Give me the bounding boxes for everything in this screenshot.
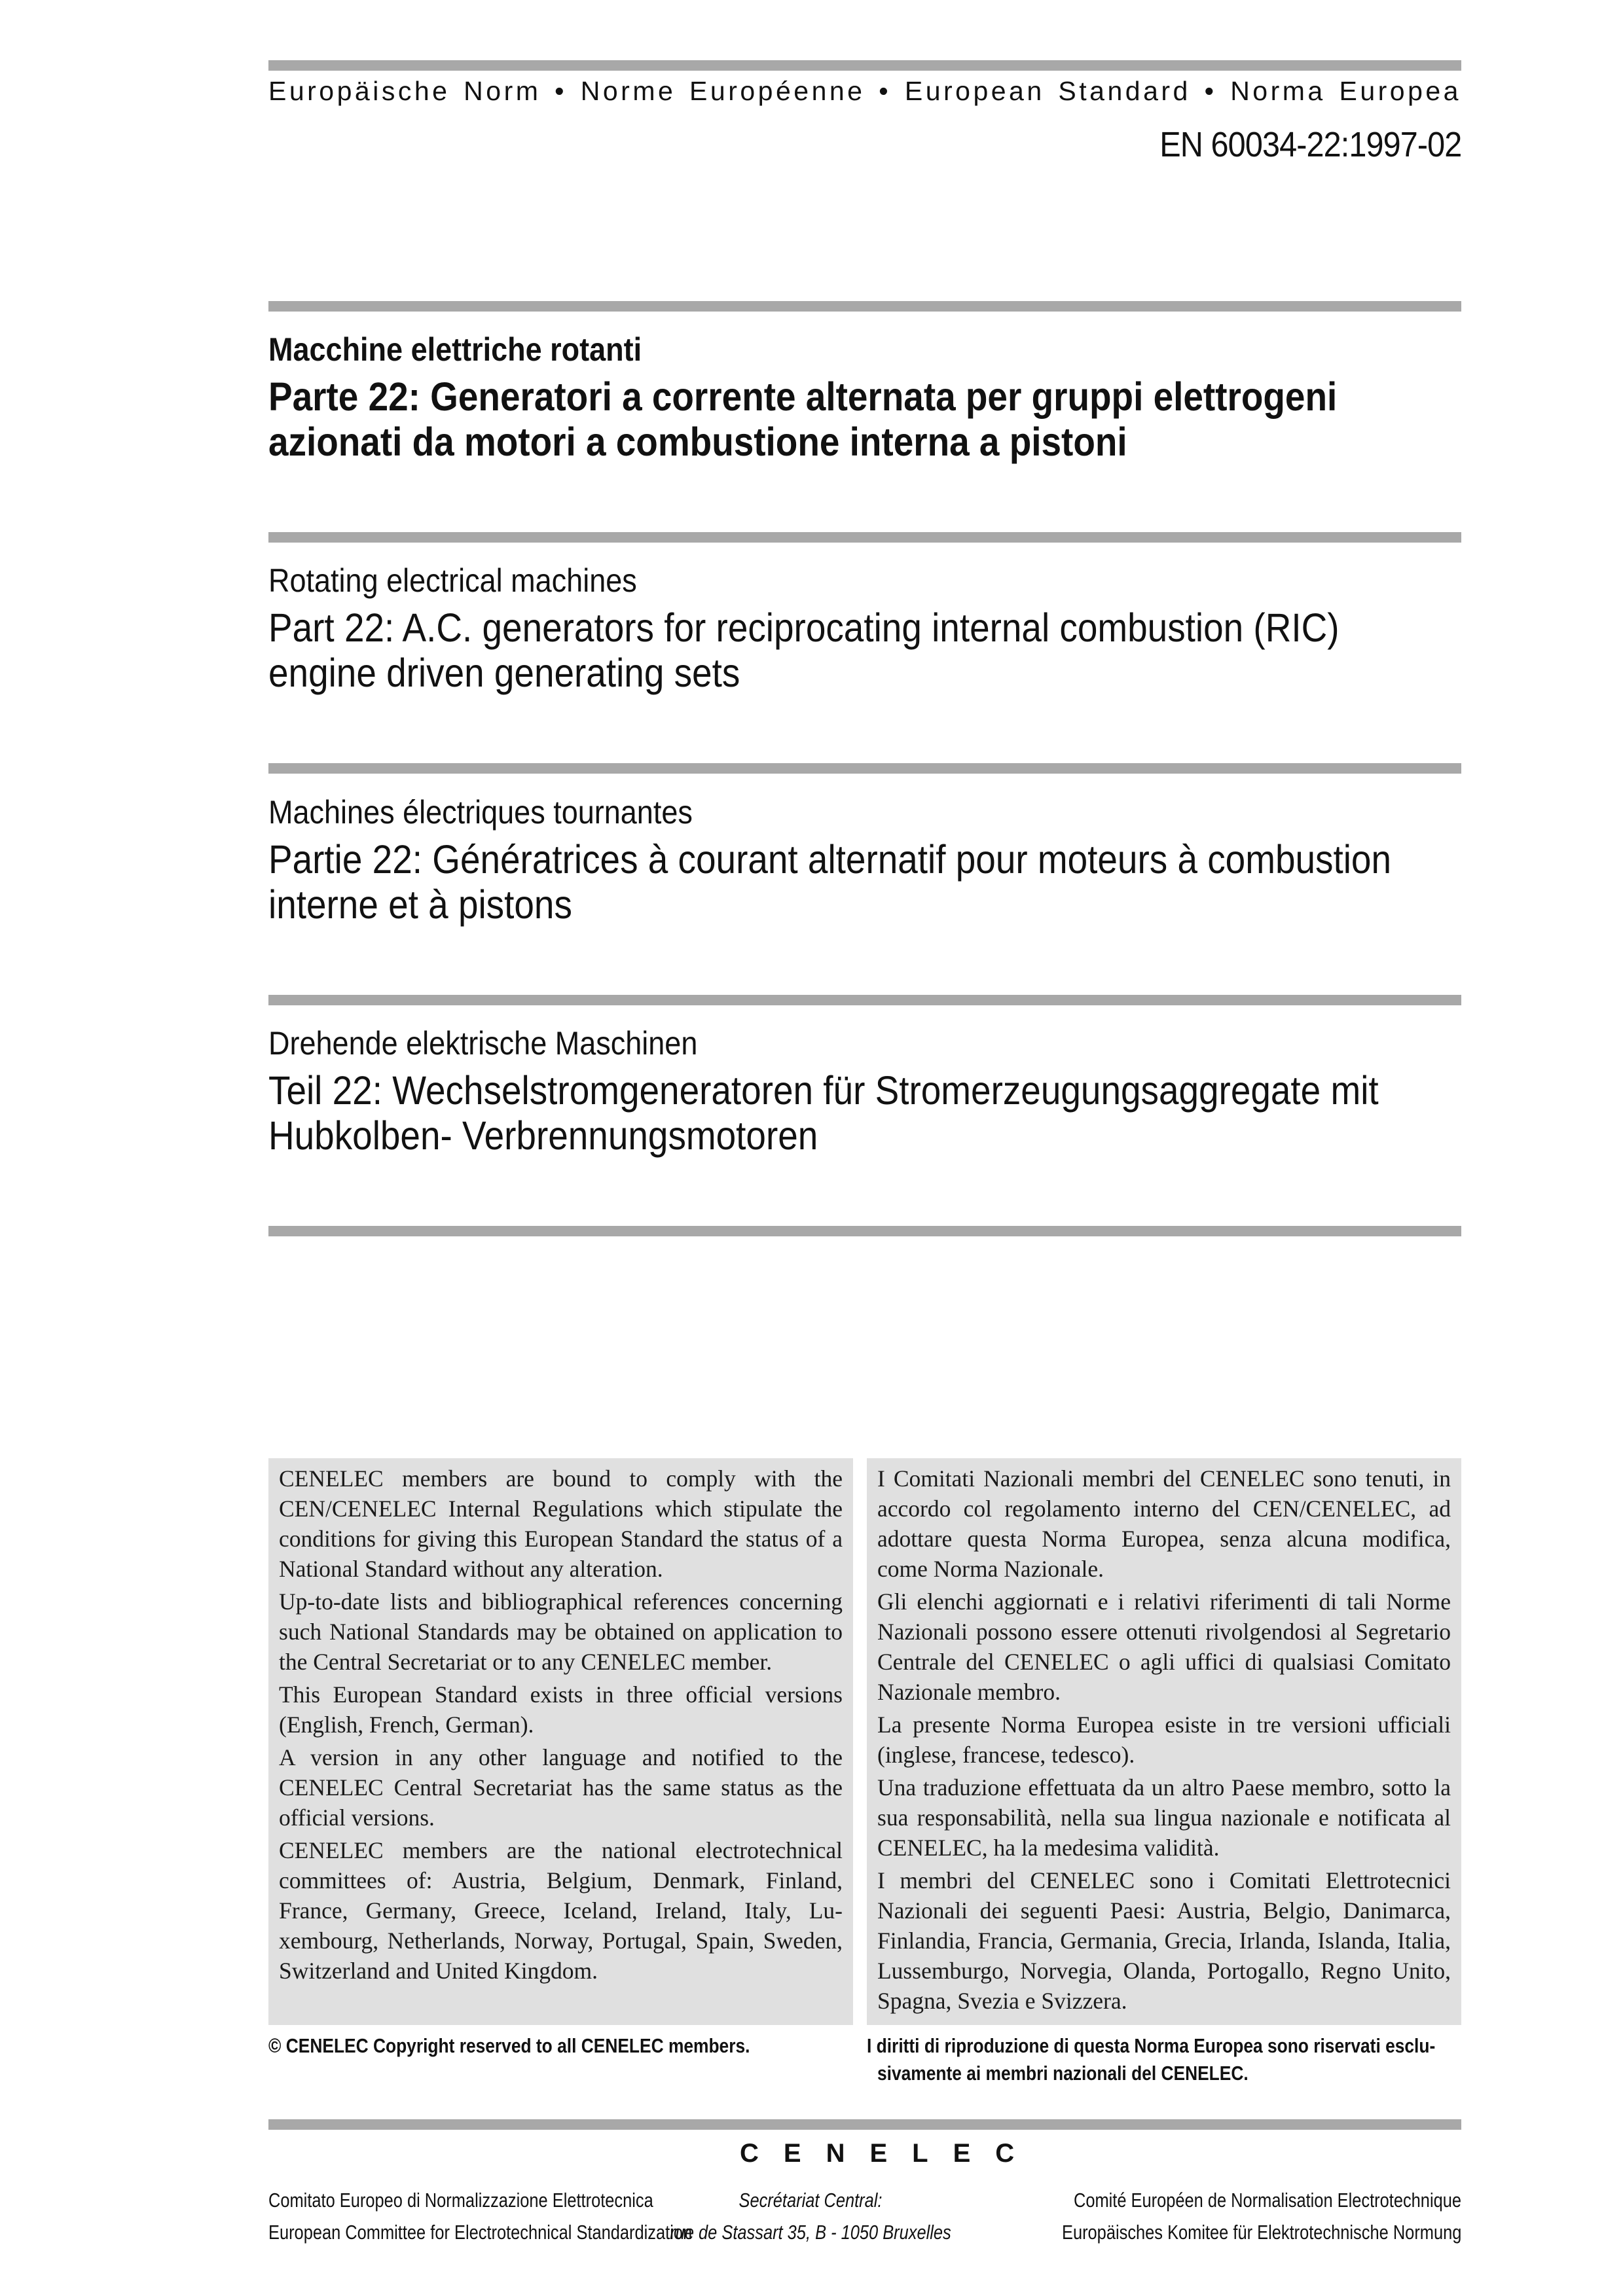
notice-paragraph: CENELEC members are bound to comply with the CEN/CENELEC Internal Regulations which stipulate the conditions for giving this European Standard the status of a National Standard without any alteration. <box>279 1465 843 1582</box>
german-title-line1: Teil 22: Wechselstromgeneratoren für Stromerzeugungsaggregate mit <box>268 1068 1379 1113</box>
divider-rule <box>268 1226 1461 1236</box>
divider-rule <box>268 763 1461 774</box>
footer-left-line1: Comitato Europeo di Normalizzazione Elettrotecnica <box>268 2189 653 2212</box>
copyright-italian-line2: sivamente ai membri nazionali del CENELEC. <box>877 2062 1249 2085</box>
french-title-line1: Partie 22: Génératrices à courant alternatif pour moteurs à combustion <box>268 837 1391 882</box>
english-subtitle: Rotating electrical machines <box>268 562 637 599</box>
top-rule <box>268 60 1461 71</box>
english-title-line1: Part 22: A.C. generators for reciprocating internal combustion (RIC) <box>268 605 1340 650</box>
copyright-italian-line1: I diritti di riproduzione di questa Norma Europea sono riservati esclu- <box>867 2034 1436 2057</box>
standard-number: EN 60034-22:1997-02 <box>1159 125 1461 164</box>
divider-rule <box>268 532 1461 543</box>
notice-paragraph: Gli elenchi aggiornati e i relativi riferimenti di tali Norme Nazionali possono essere ottenuti rivolgendosi al Segretario Centrale del CENELEC o agli uffici di qualsiasi Comitato Nazionale membro. <box>877 1588 1451 1705</box>
footer-center-line1: Secrétariat Central: <box>739 2189 883 2212</box>
divider-rule <box>268 995 1461 1005</box>
notice-box-italian <box>867 1458 1461 2025</box>
english-title-line2: engine driven generating sets <box>268 651 740 695</box>
notice-paragraph: La presente Norma Europea esiste in tre versioni ufficiali (inglese, francese, tedesco). <box>877 1712 1451 1768</box>
divider-rule <box>268 301 1461 312</box>
copyright-english: © CENELEC Copyright reserved to all CENELEC members. <box>268 2034 750 2057</box>
german-subtitle: Drehende elektrische Maschinen <box>268 1025 698 1062</box>
italian-subtitle: Macchine elettriche rotanti <box>268 331 642 368</box>
cenelec-logo-text: CENELEC <box>740 2139 1040 2168</box>
bottom-rule <box>268 2119 1461 2130</box>
norm-languages-line: Europäische Norm • Norme Européenne • European Standard • Norma Europea <box>268 76 1461 106</box>
french-title-line2: interne et à pistons <box>268 882 572 927</box>
notice-paragraph: Una traduzione effettuata da un altro Paese membro, sotto la sua responsabilità, nella sua lingua nazionale e notificata al CENELEC, ha la medesima validità. <box>877 1774 1451 1861</box>
italian-title-line1: Parte 22: Generatori a corrente alternata per gruppi elettrogeni <box>268 374 1338 419</box>
notice-paragraph: CENELEC members are the national electrotechnical committees of: Austria, Belgium, Denmark, Finland, France, Germany, Greece, Iceland, Ireland, Italy, Luxembourg, Netherlands, Norway, Portugal, Spain, Sweden, Switzerland and United Kingdom. <box>279 1837 843 1984</box>
notice-paragraph: This European Standard exists in three official versions (English, French, German). <box>279 1681 843 1738</box>
notice-paragraph: A version in any other language and notified to the CENELEC Central Secretariat has the same status as the official versions. <box>279 1744 843 1831</box>
notice-paragraph: I Comitati Nazionali membri del CENELEC sono tenuti, in accordo col regolamento interno del CEN/CENELEC, ad adottare questa Norma Europea, senza alcuna modifica, come Norma Nazionale. <box>877 1465 1451 1582</box>
notice-paragraph: I membri del CENELEC sono i Comitati Elettrotecnici Nazionali dei seguenti Paesi: Austria, Belgio, Danimarca, Finlandia, Francia, Germania, Grecia, Irlanda, Islanda, Italia, Lussemburgo, Norvegia, Olanda, Portogallo, Regno Unito, Spagna, Svezia e Svizzera. <box>877 1867 1451 2014</box>
notice-paragraph: Up-to-date lists and bibliographical references concerning such National Standards may be obtained on application to the Central Secretariat or to any CENELEC member. <box>279 1588 843 1675</box>
footer-left-line2: European Committee for Electrotechnical Standardization <box>268 2221 693 2244</box>
german-title-line2: Hubkolben- Verbrennungsmotoren <box>268 1113 818 1158</box>
footer-right-line1: Comité Européen de Normalisation Electrotechnique <box>1073 2189 1461 2212</box>
footer-center-line2: rue de Stassart 35, B - 1050 Bruxelles <box>670 2221 951 2244</box>
italian-title-line2: azionati da motori a combustione interna a pistoni <box>268 420 1127 464</box>
french-subtitle: Machines électriques tournantes <box>268 794 693 831</box>
footer-right-line2: Europäisches Komitee für Elektrotechnische Normung <box>1061 2221 1461 2244</box>
notice-box-english <box>268 1458 853 2025</box>
